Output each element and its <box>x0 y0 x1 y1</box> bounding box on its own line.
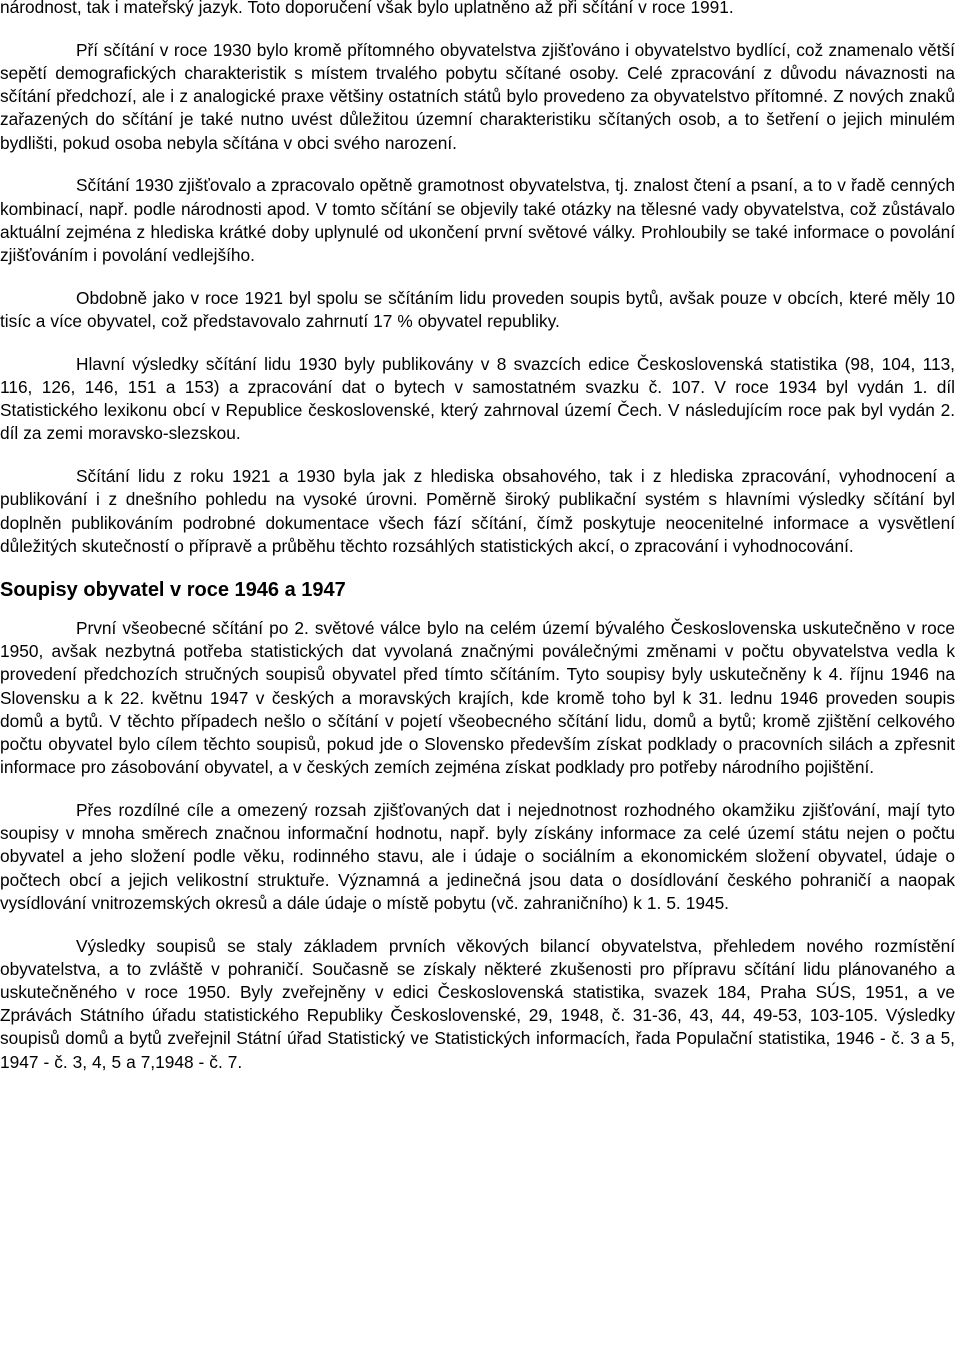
paragraph-survey-information-value: Přes rozdílné cíle a omezený rozsah zjišťovaných dat i nejednotnost rozhodného okamžiku zjišťování, mají tyto soupisy v mnoha směrech značnou informační hodnotu, např. byly získány informace za celé území státu nejen o počtu obyvatel a jeho složení podle věku, rodinného stavu, ale i údaje o sociálním a ekonomickém složení obyvatel, údaje o počtech obcí a jejich velikostní struktuře. Významná a jedinečná jsou data o dosídlování českého pohraničí a naopak vysídlování vnitrozemských okresů a dále údaje o místě pobytu (vč. zahraničního) k 1. 5. 1945. <box>0 800 955 913</box>
paragraph-publications-1930: Hlavní výsledky sčítání lidu 1930 byly publikovány v 8 svazcích edice Československá statistika (98, 104, 113, 116, 126, 146, 151 a 153) a zpracování dat o bytech v samostatném svazku č. 107. V roce 1934 byl vydán 1. díl Statistického lexikonu obcí v Republice československé, který zahrnoval území Čech. V následujícím roce pak byl vydán 2. díl za zemi moravsko-slezskou. <box>0 353 955 444</box>
paragraph-census-quality: Sčítání lidu z roku 1921 a 1930 byla jak z hlediska obsahového, tak i z hlediska zpracování, vyhodnocení a publikování i z dnešního pohledu na vysoké úrovni. Poměrně široký publikační systém s hlavními výsledky sčítání byl doplněn publikováním podrobné dokumentace všech fází sčítání, čímž poskytuje neocenitelné informace a vysvětlení důležitých skutečností o přípravě a průběhu těchto rozsáhlých statistických akcí, o zpracování i vyhodnocování. <box>0 466 955 556</box>
paragraph-housing-survey: Obdobně jako v roce 1921 byl spolu se sčítáním lidu proveden soupis bytů, avšak pouze v obcích, které měly 10 tisíc a více obyvatel, což představovalo zahrnutí 17 % obyvatel republiky. <box>0 287 955 332</box>
paragraph-continuation: národnost, tak i mateřský jazyk. Toto doporučení však bylo uplatněno až při sčítání v roce 1991. <box>0 0 734 17</box>
paragraph-survey-results: Výsledky soupisů se staly základem prvních věkových bilancí obyvatelstva, přehledem nového rozmístění obyvatelstva, a to zvláště v pohraničí. Současně se získaly některé zkušenosti pro přípravu sčítání lidu plánovaného a uskutečněného v roce 1950. Byly zveřejněny v edici Československá statistika, svazek 184, Praha SÚS, 1951, a ve Zprávách Státního úřadu statistického Republiky Československé, 29, 1948, č. 31-36, 43, 44, 49-53, 103-105. Výsledky soupisů domů a bytů zveřejnil Státní úřad Statistický ve Statistických informacích, řada Populační statistika, 1946 - č. 3 a 5, 1947 - č. 3, 4, 5 a 7,1948 - č. 7. <box>0 935 955 1072</box>
paragraph-surveys-1946-1947: První všeobecné sčítání po 2. světové válce bylo na celém území bývalého Československa uskutečněno v roce 1950, avšak nezbytná potřeba statistických dat vyvolaná značnými poválečnými změnami v počtu obyvatelstva vedla k provedení předchozích stručných soupisů obyvatel před tímto sčítáním. Tyto soupisy byly uskutečněny k 4. říjnu 1946 na Slovensku a k 22. květnu 1947 v českých a moravských krajích, kde kromě toho byl k 31. lednu 1946 proveden soupis domů a bytů. V těchto případech nešlo o sčítání v pojetí všeobecného sčítání lidu, domů a bytů; kromě zjištění celkového počtu obyvatel bylo cílem těchto soupisů, pokud jde o Slovensko především získat podklady o pracovních silách a zpřesnit informace pro zásobování obyvatel, a v českých zemích zejména získat podklady pro potřeby národního pojištění. <box>0 618 955 778</box>
paragraph-census-1930-residence: Pří sčítání v roce 1930 bylo kromě přítomného obyvatelstva zjišťováno i obyvatelstvo bydlící, což znamenalo větší sepětí demografických charakteristik s místem trvalého pobytu sčítané osoby. Celé zpracování z důvodu návaznosti na sčítání předchozí, ale i z analogické praxe většiny ostatních států bylo provedeno za obyvatelstvo přítomné. Z nových znaků zařazených do sčítání je také nutno uvést důležitou územní charakteristiku sčítaných osob, a to šetření o jejich minulém bydlišti, pokud osoba nebyla sčítána v obci svého narození. <box>0 39 955 153</box>
paragraph-census-1930-literacy: Sčítání 1930 zjišťovalo a zpracovalo opětně gramotnost obyvatelstva, tj. znalost čtení a psaní, a to v řadě cenných kombinací, např. podle národnosti apod. V tomto sčítání se objevily také otázky na tělesné vady obyvatelstva, což zůstávalo aktuální zejména z hlediska krátké doby uplynulé od ukončení první světové války. Prohloubily se také informace o povolání zjišťováním i povolání vedlejšího. <box>0 175 955 266</box>
section-heading: Soupisy obyvatel v roce 1946 a 1947 <box>0 579 346 602</box>
